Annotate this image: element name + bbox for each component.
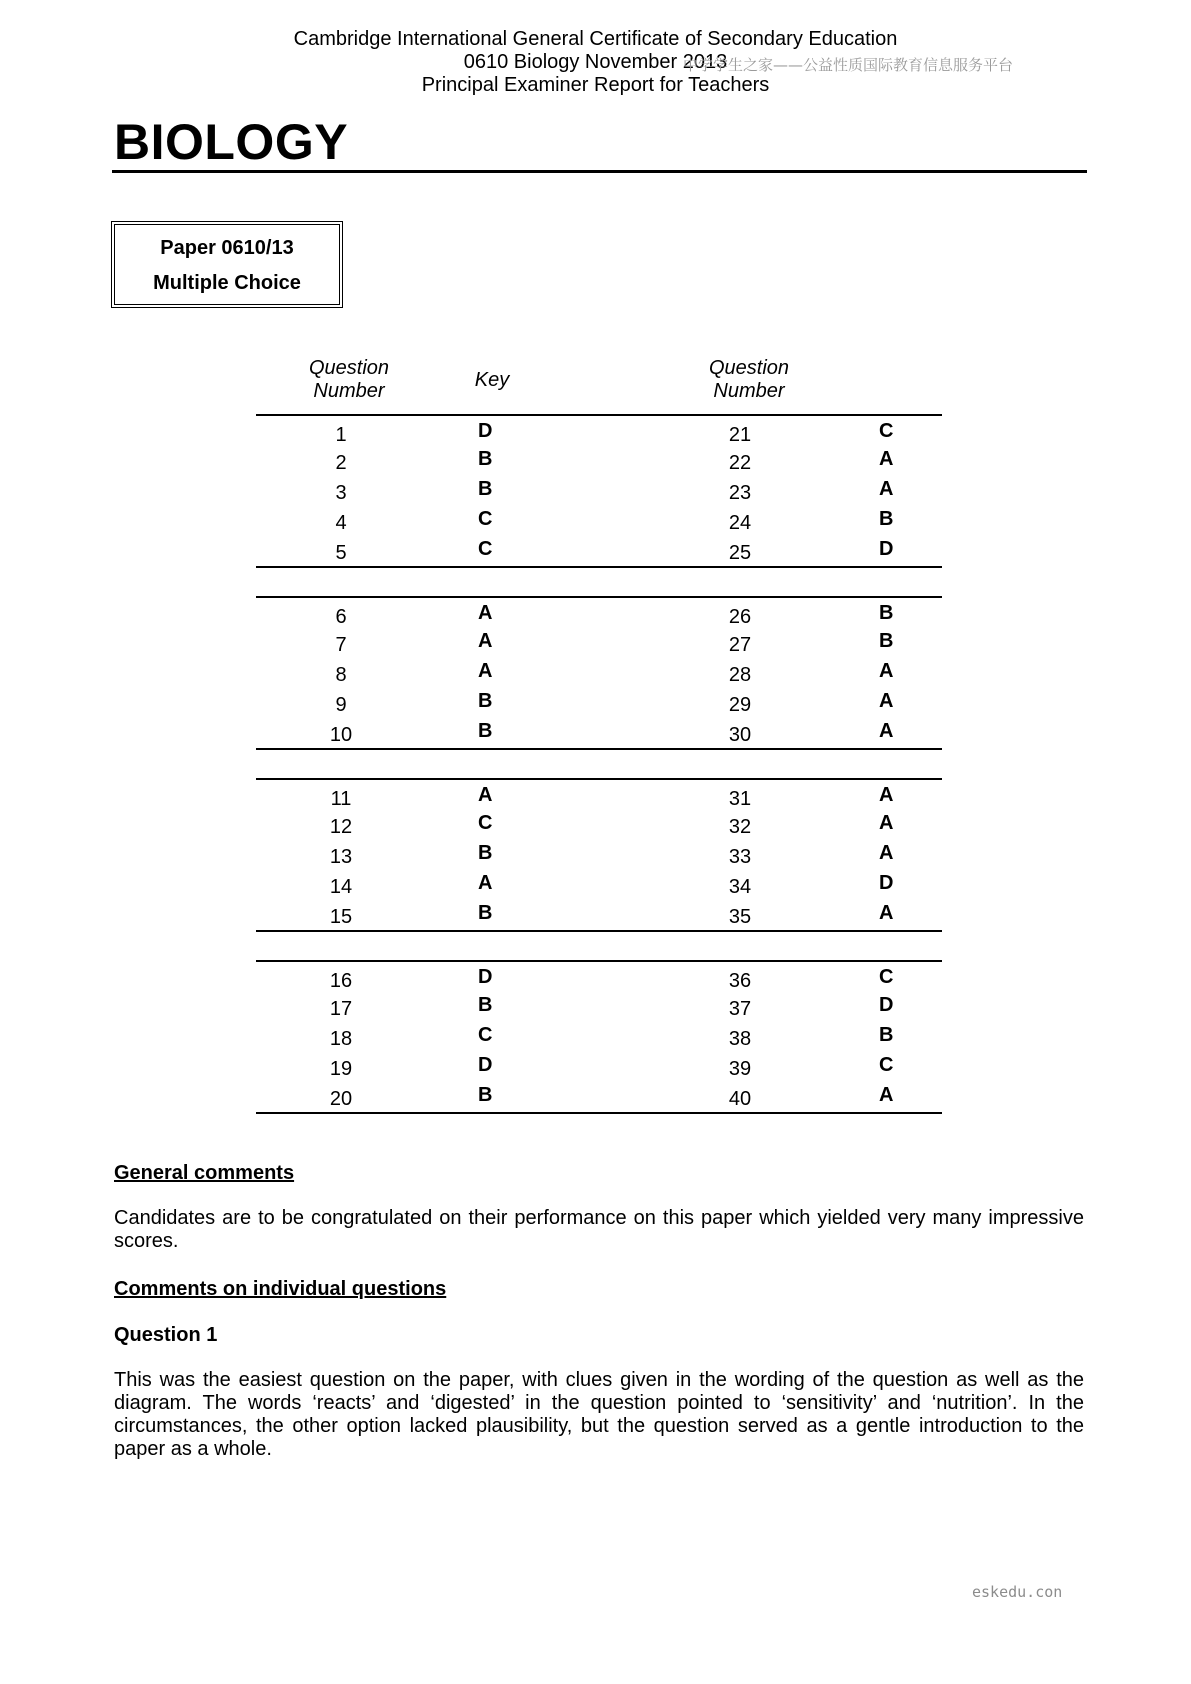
answer-key: C bbox=[879, 1054, 894, 1076]
table-rule-top bbox=[256, 414, 942, 416]
page-title: BIOLOGY bbox=[114, 114, 349, 170]
answer-key: B bbox=[478, 994, 493, 1016]
answer-key: D bbox=[478, 966, 493, 988]
question-number: 16 bbox=[329, 970, 353, 992]
answer-key: B bbox=[478, 478, 493, 500]
question-number: 34 bbox=[728, 876, 752, 898]
question-number: 20 bbox=[329, 1088, 353, 1110]
answer-key: C bbox=[879, 966, 894, 988]
answer-key: A bbox=[478, 602, 493, 624]
table-rule-bottom bbox=[256, 566, 942, 568]
question-number: 1 bbox=[335, 424, 347, 446]
question-number: 23 bbox=[728, 482, 752, 504]
question-number: 35 bbox=[728, 906, 752, 928]
question-number: 10 bbox=[329, 724, 353, 746]
answer-key: A bbox=[879, 448, 894, 470]
answer-key: A bbox=[879, 1084, 894, 1106]
question-number: 3 bbox=[335, 482, 347, 504]
question-number: 5 bbox=[335, 542, 347, 564]
answer-key: A bbox=[879, 720, 894, 742]
answer-key: A bbox=[879, 812, 894, 834]
question-number: 32 bbox=[728, 816, 752, 838]
table-rule-top bbox=[256, 960, 942, 962]
answer-key: D bbox=[478, 420, 493, 442]
question-number: 37 bbox=[728, 998, 752, 1020]
question-number: 38 bbox=[728, 1028, 752, 1050]
title-divider bbox=[112, 170, 1087, 173]
table-rule-top bbox=[256, 778, 942, 780]
question-number: 30 bbox=[728, 724, 752, 746]
answer-key: B bbox=[478, 842, 493, 864]
answer-key: C bbox=[478, 508, 493, 530]
question-number: 28 bbox=[728, 664, 752, 686]
question-number: 40 bbox=[728, 1088, 752, 1110]
paper-box bbox=[111, 221, 343, 308]
general-comments-heading: General comments bbox=[114, 1162, 295, 1184]
column-header-key: Key bbox=[474, 369, 510, 391]
question-number: 21 bbox=[728, 424, 752, 446]
question-number: 22 bbox=[728, 452, 752, 474]
answer-key: B bbox=[879, 1024, 894, 1046]
answer-key: A bbox=[879, 478, 894, 500]
question-1-heading: Question 1 bbox=[114, 1324, 218, 1346]
question-number: 13 bbox=[329, 846, 353, 868]
column-header-question-number-2: Question Number bbox=[708, 357, 790, 402]
general-comments-text: Candidates are to be congratulated on their performance on this paper which yielded very many impressive scores. bbox=[114, 1207, 1084, 1252]
answer-key: C bbox=[478, 812, 493, 834]
question-number: 4 bbox=[335, 512, 347, 534]
answer-key: A bbox=[879, 902, 894, 924]
answer-key: D bbox=[879, 994, 894, 1016]
question-number: 2 bbox=[335, 452, 347, 474]
answer-key: B bbox=[478, 1084, 493, 1106]
answer-key: C bbox=[879, 420, 894, 442]
answer-key: B bbox=[478, 902, 493, 924]
paper-code: Paper 0610/13 bbox=[160, 237, 294, 259]
answer-key: A bbox=[879, 842, 894, 864]
table-rule-bottom bbox=[256, 1112, 942, 1114]
answer-key: A bbox=[879, 690, 894, 712]
header-line-2: 0610 Biology November 2013 bbox=[463, 51, 728, 73]
question-number: 19 bbox=[329, 1058, 353, 1080]
question-number: 27 bbox=[728, 634, 752, 656]
individual-comments-heading: Comments on individual questions bbox=[114, 1278, 447, 1300]
question-number: 7 bbox=[335, 634, 347, 656]
answer-key: B bbox=[478, 720, 493, 742]
question-number: 6 bbox=[335, 606, 347, 628]
question-number: 31 bbox=[728, 788, 752, 810]
answer-key: A bbox=[478, 660, 493, 682]
answer-key: D bbox=[879, 538, 894, 560]
answer-key: A bbox=[879, 660, 894, 682]
footer-watermark: eskedu.con bbox=[972, 1583, 1063, 1601]
question-number: 33 bbox=[728, 846, 752, 868]
answer-key: A bbox=[879, 784, 894, 806]
answer-key: B bbox=[478, 448, 493, 470]
table-rule-bottom bbox=[256, 930, 942, 932]
table-rule-top bbox=[256, 596, 942, 598]
question-number: 17 bbox=[329, 998, 353, 1020]
table-rule-bottom bbox=[256, 748, 942, 750]
question-number: 9 bbox=[335, 694, 347, 716]
question-number: 25 bbox=[728, 542, 752, 564]
question-number: 12 bbox=[329, 816, 353, 838]
question-number: 24 bbox=[728, 512, 752, 534]
answer-key: C bbox=[478, 1024, 493, 1046]
answer-key: A bbox=[478, 630, 493, 652]
watermark-text: 中学学生之家——公益性质国际教育信息服务平台 bbox=[683, 56, 1014, 74]
question-number: 11 bbox=[330, 788, 352, 810]
answer-key: B bbox=[478, 690, 493, 712]
question-number: 14 bbox=[329, 876, 353, 898]
header-line-1: Cambridge International General Certificate of Secondary Education bbox=[293, 28, 898, 50]
question-number: 39 bbox=[728, 1058, 752, 1080]
paper-type: Multiple Choice bbox=[153, 272, 301, 294]
question-number: 36 bbox=[728, 970, 752, 992]
header-line-3: Principal Examiner Report for Teachers bbox=[421, 74, 770, 96]
answer-key: D bbox=[879, 872, 894, 894]
answer-key: A bbox=[478, 872, 493, 894]
question-number: 29 bbox=[728, 694, 752, 716]
question-number: 15 bbox=[329, 906, 353, 928]
answer-key: D bbox=[478, 1054, 493, 1076]
answer-key: B bbox=[879, 602, 894, 624]
column-header-question-number: Question Number bbox=[308, 357, 390, 402]
question-number: 18 bbox=[329, 1028, 353, 1050]
answer-key: B bbox=[879, 508, 894, 530]
question-number: 26 bbox=[728, 606, 752, 628]
question-number: 8 bbox=[335, 664, 347, 686]
question-1-text: This was the easiest question on the paper, with clues given in the wording of the question as well as the diagram. The words ‘reacts’ and ‘digested’ in the question pointed to ‘sensitivity’ and ‘nutrition’. In the circumstances, the other option lacked plausibility, but the question served as a gentle introduction to the paper as a whole. bbox=[114, 1369, 1084, 1460]
answer-key: A bbox=[478, 784, 493, 806]
answer-key: B bbox=[879, 630, 894, 652]
answer-key: C bbox=[478, 538, 493, 560]
